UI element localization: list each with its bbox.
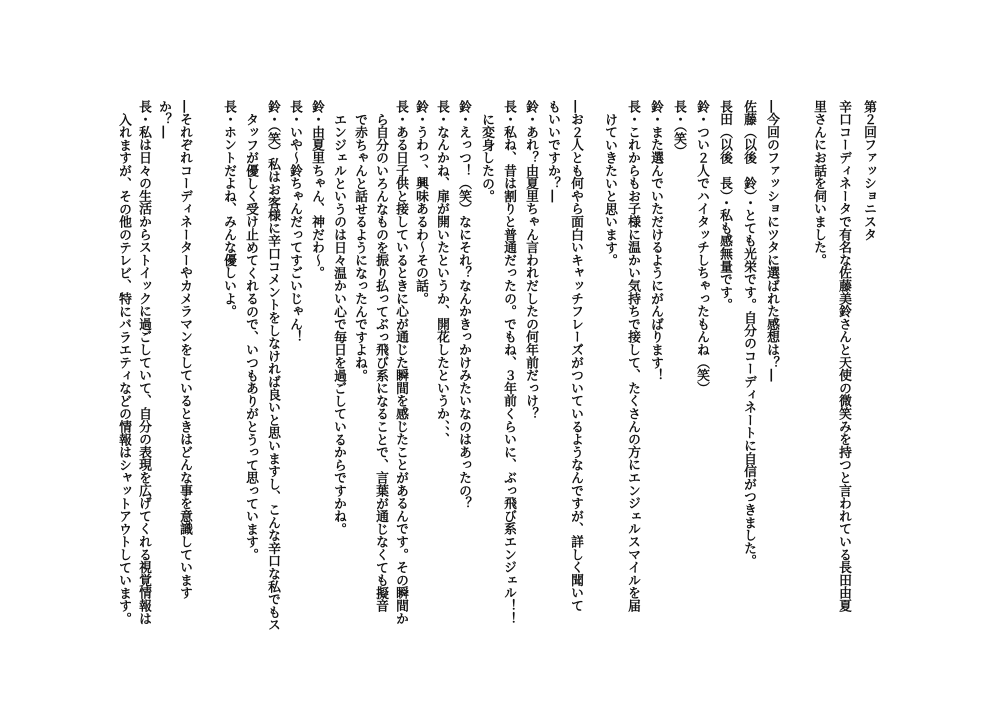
answer-line: ら自分のいろんなものを振り払ってぶっ飛び系になることで、言葉が通じなくても擬音 bbox=[373, 113, 388, 613]
answer-line: 鈴・えっつ！（笑）なにそれ？なんかきっかけみたいなのはあったの？ bbox=[456, 100, 471, 510]
answer-line: 鈴・つい２人でハイタッチしちゃったもんね（笑） bbox=[694, 100, 709, 395]
answer-line: 長・なんかね、扉が開いたというか、開花したというか、、、 bbox=[434, 100, 449, 446]
answer-line: 長・いや～鈴ちゃんだってすごいじゃん！ bbox=[287, 100, 302, 344]
answer-line: 鈴・（笑）私はお客様に辛口コメントをしなければ良いと思いますし、こんな辛口な私でもス bbox=[265, 100, 280, 632]
answer-line: 鈴・由夏里ちゃん、神だわ～。 bbox=[309, 100, 324, 280]
intro-line: 里さんにお話を伺いました。 bbox=[811, 100, 826, 267]
question-line: ―それぞれコーディネーターやカメラマンをしているときはどんな事を意識しています bbox=[177, 100, 192, 600]
answer-line: 長・（笑） bbox=[671, 100, 686, 158]
answer-line: けていきたいと思います。 bbox=[602, 113, 617, 267]
answer-line: 長・私ね、昔は割りと普通だったの。でもね、３年前くらいに、ぶっ飛び系エンジェル！！ bbox=[501, 100, 516, 625]
answer-line: 佐藤（以後 鈴）・とても光栄です。自分のコーディネートに自信がつきました。 bbox=[741, 100, 756, 568]
question-line: ―お２人とも何やら面白いキャッチフレーズがついているようなんですが、詳しく聞いて bbox=[568, 100, 583, 612]
answer-line: 鈴・うわっ、興味あるわ～その話。 bbox=[413, 100, 428, 305]
answer-line: 長・私は日々の生活からストイックに過ごしていて、自分の表現を広げてくれる視覚情報は bbox=[136, 100, 151, 625]
answer-line: に変身したの。 bbox=[479, 113, 494, 203]
question-line: もいいですか？― bbox=[545, 100, 560, 203]
answer-line: 入れますが、その他のテレビ、特にバラエティなどの情報はシャットアウトしています。 bbox=[116, 113, 131, 625]
article-title: 第２回ファッショニスタ bbox=[861, 100, 876, 241]
answer-line: エンジェルというのは日々温かい心で毎日を過ごしているからですかね。 bbox=[331, 113, 346, 536]
answer-line: 長・ある日子供と接しているときに心が通じた瞬間を感じたことがあるんです。その瞬間か bbox=[393, 100, 408, 625]
answer-line: タッフが優しく受け止めてくれるので、いつもありがとうって思っています。 bbox=[243, 113, 258, 561]
answer-line: 鈴・また選んでいただけるようにがんばります！ bbox=[648, 100, 663, 382]
answer-line: で赤ちゃんと話せるようになったんですよね。 bbox=[352, 113, 367, 382]
intro-line: 辛口コーディネータで有名な佐藤美鈴さんと天使の微笑みを持つと言われている長田由夏 bbox=[836, 100, 851, 612]
answer-line: 長・これからもお子様に温かい気持ちで接して、たくさんの方にエンジェルスマイルを届 bbox=[625, 100, 640, 612]
answer-line: 長・ホントだよね、みんな優しいよ。 bbox=[221, 100, 236, 318]
question-line: ―今回のファッショにツタに選ばれた感想は？― bbox=[764, 100, 779, 382]
question-line: か？― bbox=[156, 100, 171, 139]
answer-line: 鈴・あれ？由夏里ちゃん言われだしたの何年前だっけ？ bbox=[523, 100, 538, 420]
answer-line: 長田（以後 長）・私も感無量です。 bbox=[717, 100, 732, 312]
